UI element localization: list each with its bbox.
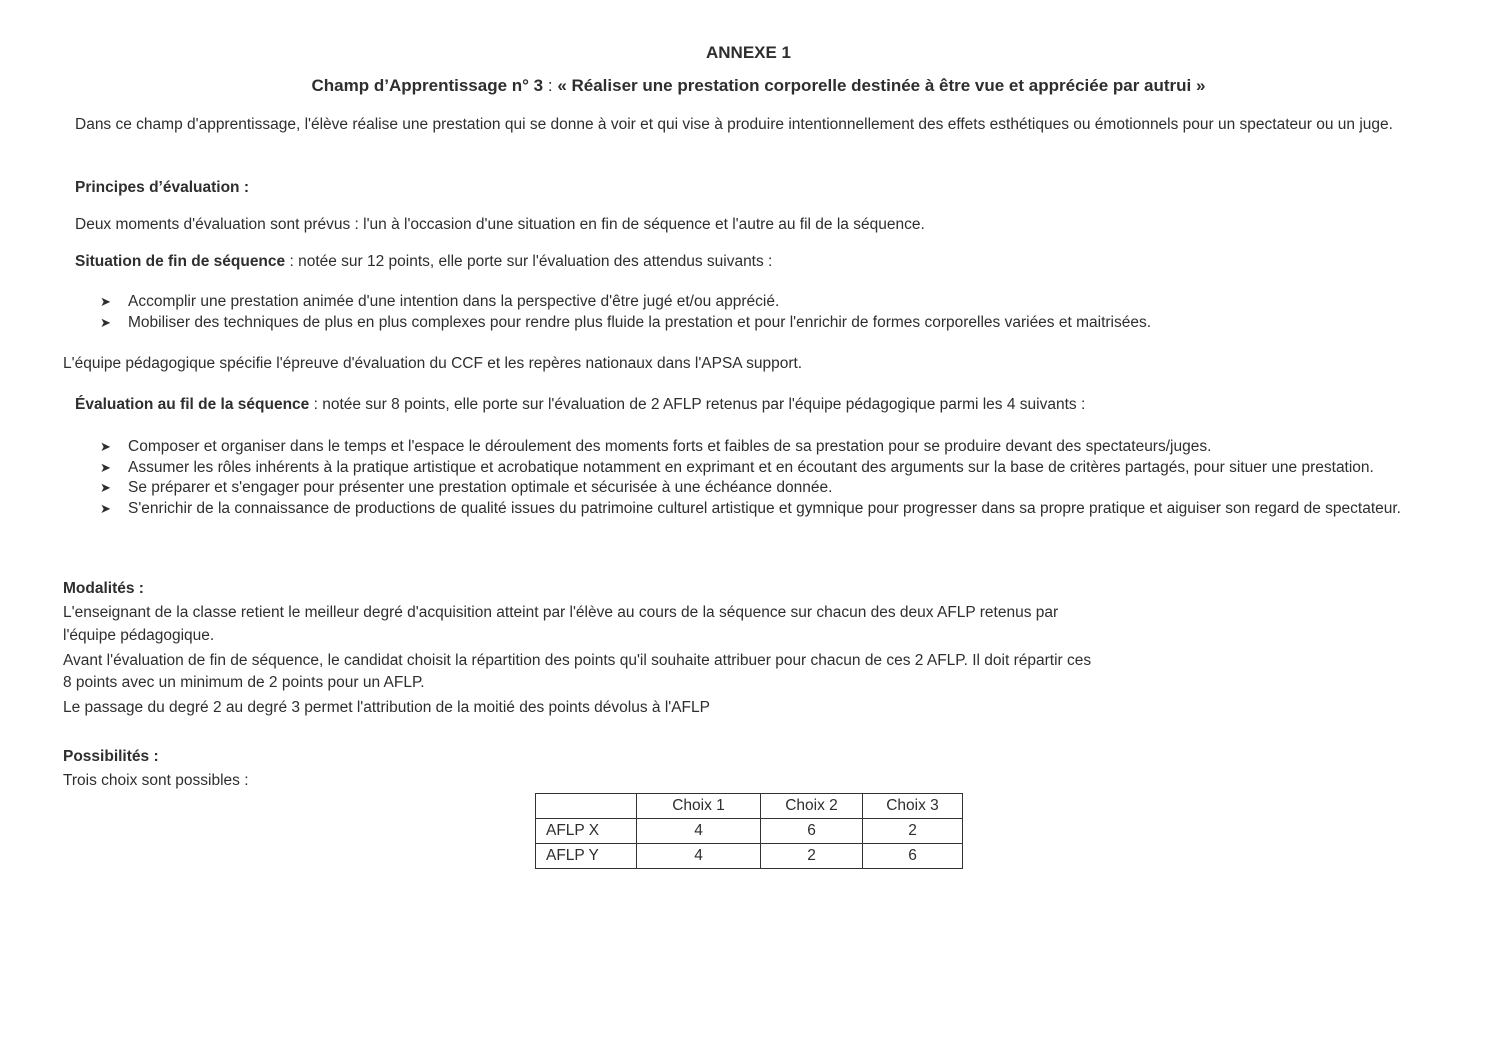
fin-sequence-text: : notée sur 12 points, elle porte sur l'évaluation des attendus suivants :	[285, 253, 773, 270]
modalites-heading: Modalités :	[63, 580, 144, 597]
choices-table	[535, 793, 963, 869]
modalites-line: Avant l'évaluation de fin de séquence, le candidat choisit la répartition des points qu'il souhaite attribuer pour chacun de ces 2 AFLP. Il doit répartir ces	[63, 652, 1092, 669]
table-cell: AFLP Y	[536, 844, 637, 869]
table-header-cell: Choix 3	[863, 794, 963, 819]
table-cell: 2	[863, 819, 963, 844]
intro-paragraph: Dans ce champ d'apprentissage, l'élève réalise une prestation qui se donne à voir et qui vise à produire intentionnellement des effets esthétiques ou émotionnels pour un spectateur ou un juge.	[75, 116, 1393, 133]
arrow-bullet-icon: ➤	[100, 500, 111, 516]
fil-sequence-paragraph	[75, 394, 1085, 415]
arrow-bullet-icon: ➤	[100, 480, 111, 495]
modalites-line: Le passage du degré 2 au degré 3 permet l'attribution de la moitié des points dévolus à l'AFLP	[63, 699, 710, 716]
table-cell: 2	[761, 844, 863, 869]
table-cell: 4	[637, 844, 761, 869]
table-cell: AFLP X	[536, 819, 637, 844]
principes-text: Deux moments d'évaluation sont prévus : l'un à l'occasion d'une situation en fin de séquence et l'autre au fil de la séquence.	[75, 216, 925, 233]
arrow-bullet-icon: ➤	[100, 314, 111, 330]
title-quote: « Réaliser une prestation corporelle destinée à être vue et appréciée par autrui »	[557, 76, 1206, 95]
bullet-text: Mobiliser des techniques de plus en plus complexes pour rendre plus fluide la prestation et pour l'enrichir de formes corporelles variées et maitrisées.	[128, 313, 1152, 331]
bullet-text: Se préparer et s'engager pour présenter une prestation optimale et sécurisée à une échéance donnée.	[128, 479, 833, 496]
modalites-line: l'équipe pédagogique.	[63, 627, 215, 644]
principes-heading: Principes d’évaluation :	[75, 179, 249, 196]
page-title	[10, 75, 1497, 96]
bullet-text: Accomplir une prestation animée d'une intention dans la perspective d'être jugé et/ou apprécié.	[128, 293, 780, 310]
list-item	[100, 499, 1420, 520]
list-item	[100, 437, 1420, 458]
fin-sequence-bullets	[100, 292, 1420, 333]
bullet-text: Assumer les rôles inhérents à la pratique artistique et acrobatique notamment en exprimant et en écoutant des arguments sur la base de critères partagés, pour situer une prestation.	[128, 458, 1374, 476]
title-bold: Champ d’Apprentissage n° 3	[311, 76, 544, 95]
modalites-line: 8 points avec un minimum de 2 points pour un AFLP.	[63, 674, 425, 691]
bullet-text: S'enrichir de la connaissance de productions de qualité issues du patrimoine culturel artistique et gymnique pour progresser dans sa propre pratique et aiguiser son regard de spectateur.	[128, 499, 1401, 517]
annexe-heading: ANNEXE 1	[705, 43, 792, 62]
modalites-line: L'enseignant de la classe retient le meilleur degré d'acquisition atteint par l'élève au cours de la séquence sur chacun des deux AFLP retenus par	[63, 604, 1059, 621]
table-cell: 6	[863, 844, 963, 869]
table-row	[536, 819, 963, 844]
bullet-text: Composer et organiser dans le temps et l'espace le déroulement des moments forts et faibles de sa prestation pour se produire devant des spectateurs/juges.	[128, 438, 1212, 455]
equipe-text: L'équipe pédagogique spécifie l'épreuve d'évaluation du CCF et les repères nationaux dans l'APSA support.	[63, 355, 803, 372]
list-item	[100, 458, 1420, 479]
list-item	[100, 478, 1420, 499]
possibilites-text: Trois choix sont possibles :	[63, 772, 249, 789]
arrow-bullet-icon: ➤	[100, 459, 111, 475]
table-header-cell: Choix 2	[761, 794, 863, 819]
possibilites-heading: Possibilités :	[63, 748, 159, 765]
fin-sequence-paragraph	[75, 251, 772, 272]
fil-sequence-text: : notée sur 8 points, elle porte sur l'évaluation de 2 AFLP retenus par l'équipe pédagogique parmi les 4 suivants :	[309, 396, 1086, 413]
fin-sequence-label: Situation de fin de séquence	[75, 253, 286, 270]
table-cell: 4	[637, 819, 761, 844]
list-item	[100, 292, 1420, 313]
table-row	[536, 844, 963, 869]
fil-sequence-bullets	[100, 437, 1420, 519]
table-cell: 6	[761, 819, 863, 844]
table-header-row	[536, 794, 963, 819]
title-sep: :	[543, 76, 558, 95]
arrow-bullet-icon: ➤	[100, 294, 111, 309]
table-header-cell	[536, 794, 637, 819]
list-item	[100, 313, 1420, 334]
fil-sequence-label: Évaluation au fil de la séquence	[75, 396, 310, 413]
arrow-bullet-icon: ➤	[100, 439, 111, 454]
table-header-cell: Choix 1	[637, 794, 761, 819]
